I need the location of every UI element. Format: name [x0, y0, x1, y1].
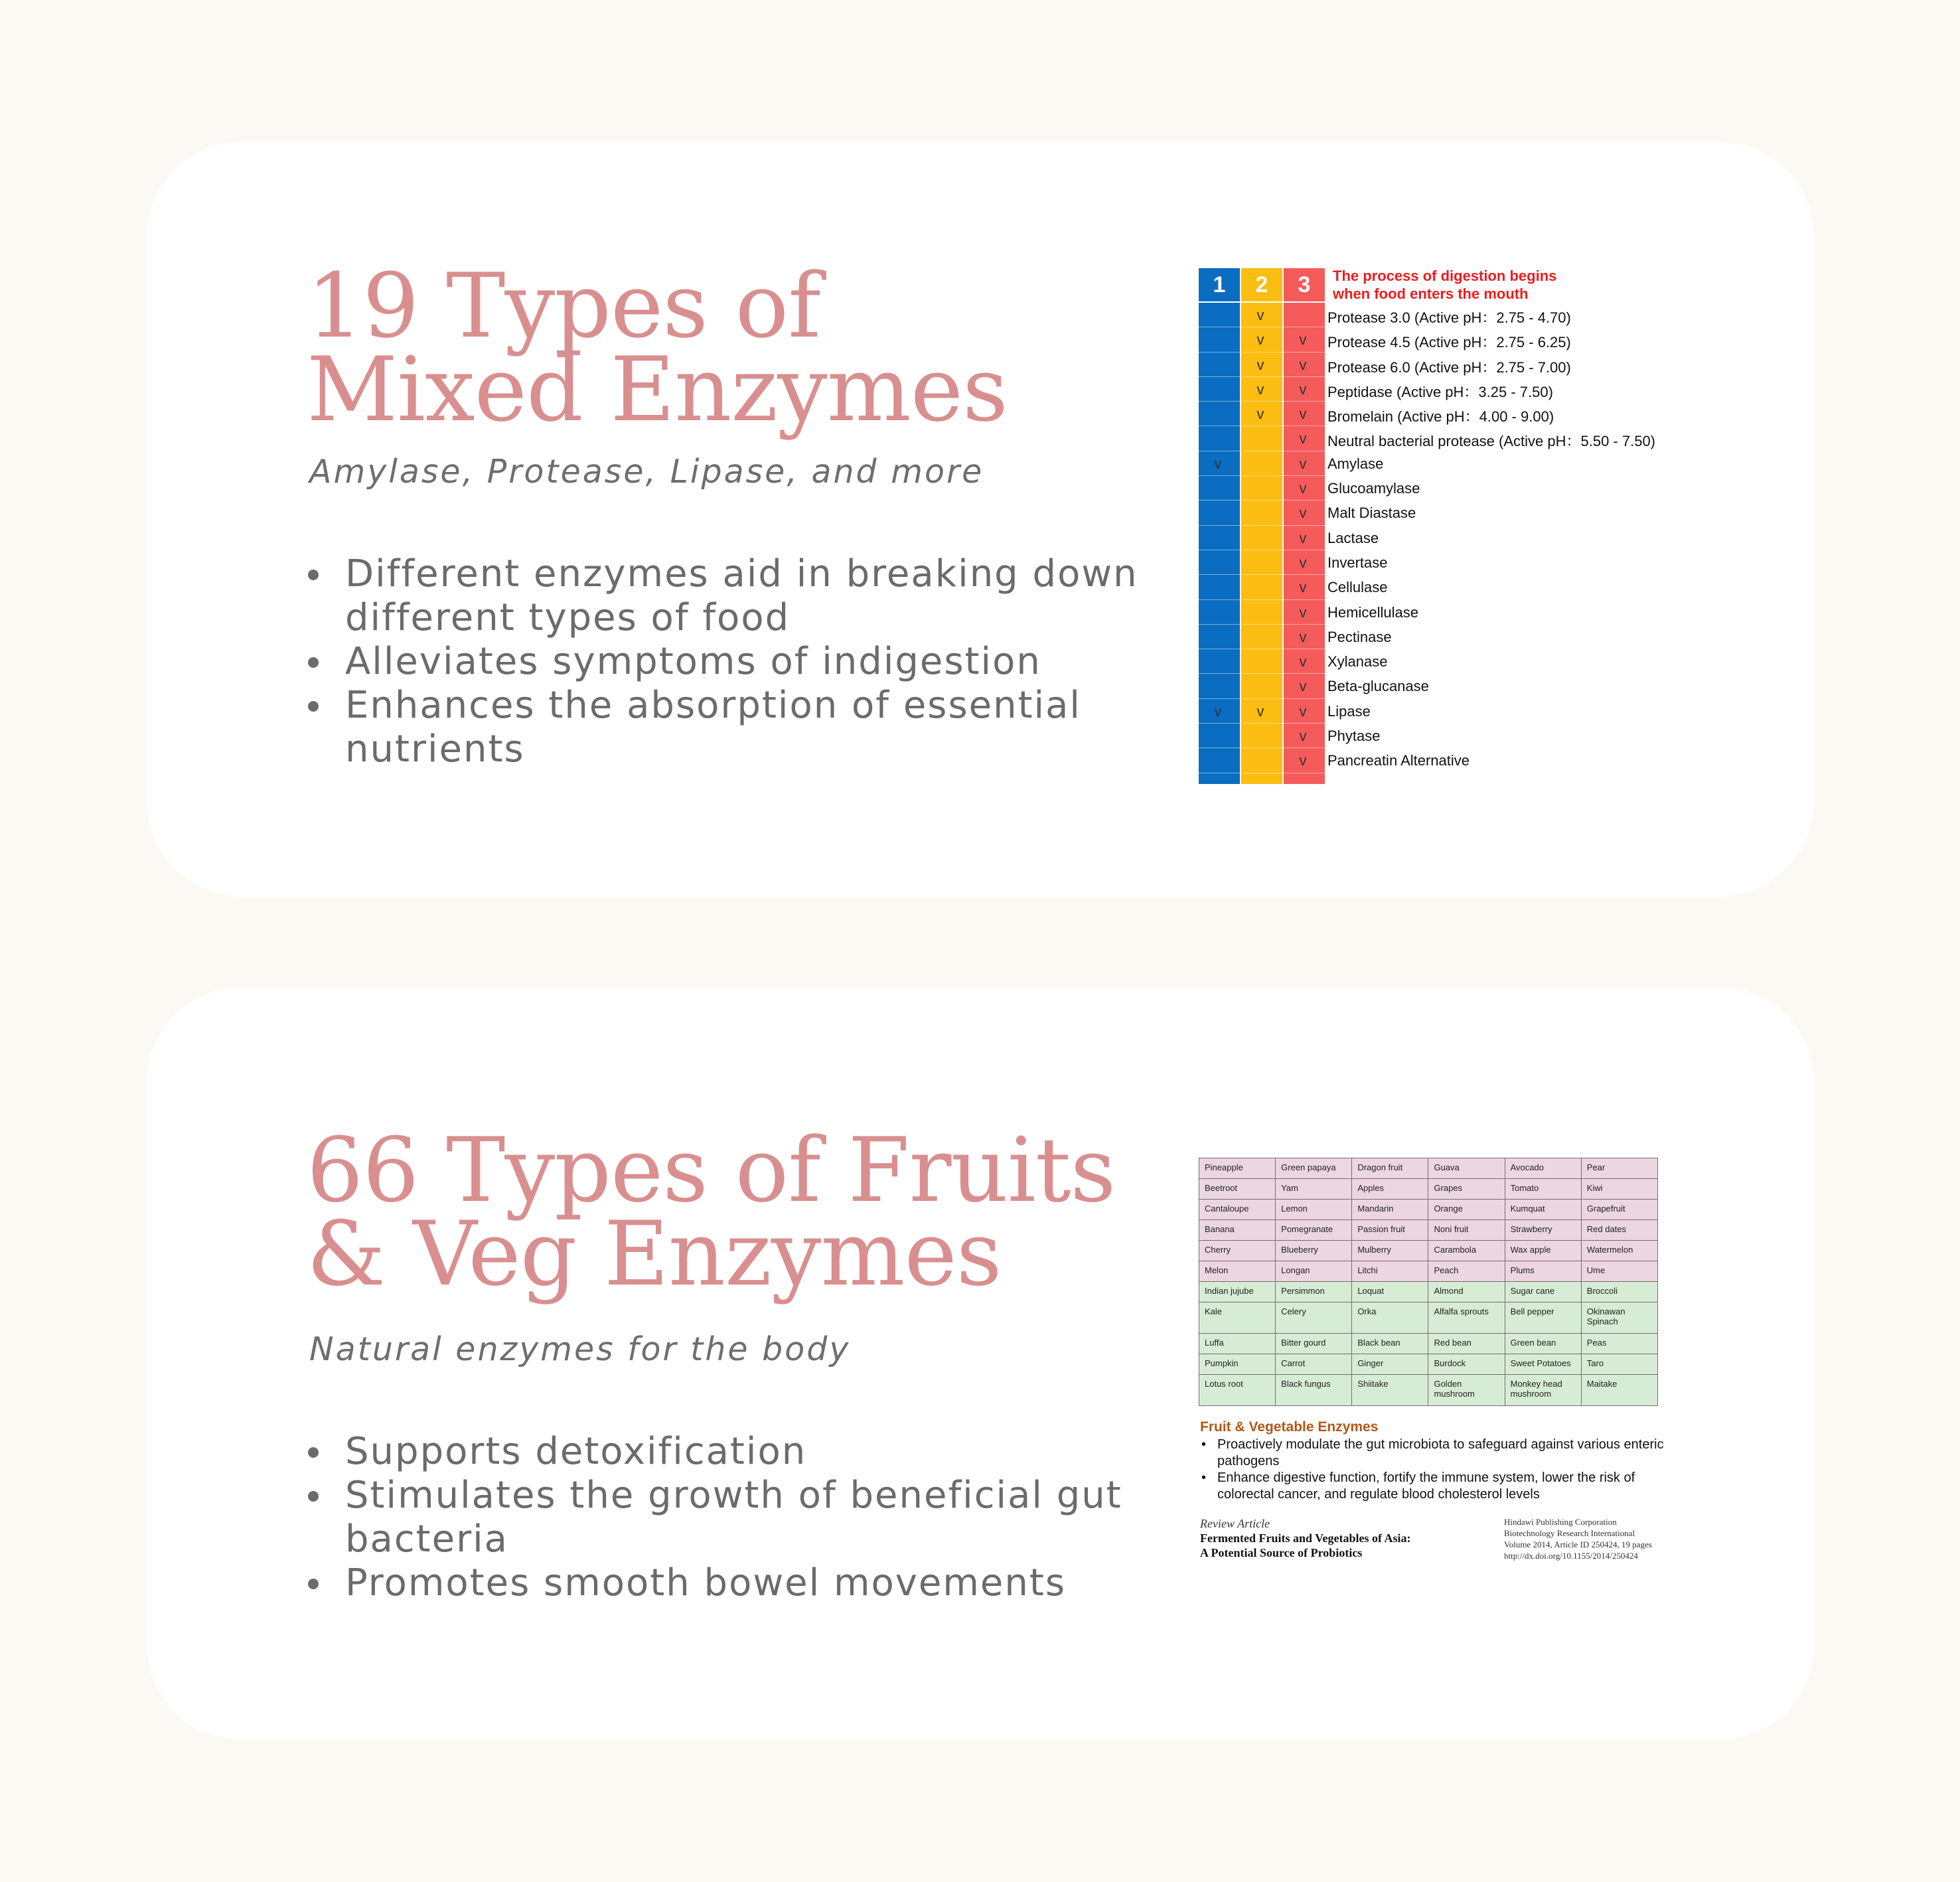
table-cell: Noni fruit — [1428, 1220, 1505, 1241]
table-cell: Pumpkin — [1199, 1354, 1276, 1375]
table-cell: Pineapple — [1199, 1158, 1276, 1179]
table-cell: Carrot — [1276, 1354, 1352, 1375]
enzyme-name: Lipase — [1327, 702, 1371, 720]
table-cell: Grapes — [1428, 1179, 1505, 1200]
table-cell: Bell pepper — [1505, 1302, 1581, 1334]
enzyme-name: Hemicellulase — [1327, 603, 1418, 621]
enzyme-row — [1197, 377, 1702, 402]
table-row — [1199, 1354, 1658, 1375]
enzyme-stage-chart — [1197, 268, 1702, 773]
enzymes-benefit-item: Enhances the absorption of essential nutrients — [296, 684, 1239, 771]
check-mark-icon: v — [1214, 455, 1222, 472]
enzyme-name: Invertase — [1327, 554, 1388, 571]
enzyme-name: Protease 3.0 (Active pH：2.75 - 4.70) — [1327, 309, 1571, 326]
table-cell: Loquat — [1352, 1282, 1428, 1302]
check-mark-icon: v — [1299, 628, 1307, 645]
check-mark-icon: v — [1299, 603, 1307, 621]
table-cell: Luffa — [1199, 1334, 1276, 1354]
table-row — [1199, 1334, 1658, 1354]
table-cell: Yam — [1276, 1179, 1352, 1200]
table-cell: Black bean — [1352, 1334, 1428, 1354]
enzyme-name: Amylase — [1327, 455, 1384, 472]
enzyme-row — [1197, 426, 1702, 451]
table-cell: Lemon — [1276, 1200, 1352, 1220]
enzyme-name: Phytase — [1327, 728, 1381, 745]
review-article-citation: Review Article Fermented Fruits and Vegetables of Asia: A Potential Source of Probiotics — [1200, 1517, 1411, 1559]
check-mark-icon: v — [1256, 702, 1264, 720]
table-cell: Persimmon — [1276, 1282, 1352, 1302]
stage-1-header: 1 — [1197, 268, 1240, 301]
enzyme-name: Glucoamylase — [1327, 480, 1420, 497]
table-cell: Grapefruit — [1581, 1200, 1657, 1220]
table-cell: Longan — [1276, 1261, 1352, 1282]
enzymes-subtitle: Amylase, Protease, Lipase, and more — [309, 453, 984, 491]
check-mark-icon: v — [1299, 331, 1307, 349]
table-cell: Red dates — [1581, 1220, 1657, 1241]
enzyme-name: Beta-glucanase — [1327, 678, 1429, 695]
table-row — [1199, 1302, 1658, 1334]
enzyme-row — [1197, 575, 1702, 599]
table-cell: Black fungus — [1276, 1375, 1352, 1406]
table-cell: Okinawan Spinach — [1581, 1302, 1657, 1334]
enzyme-row — [1197, 748, 1702, 773]
table-cell: Red bean — [1428, 1334, 1505, 1354]
check-mark-icon: v — [1299, 752, 1307, 769]
check-mark-icon: v — [1299, 430, 1307, 447]
enzyme-name: Peptidase (Active pH：3.25 - 7.50) — [1327, 383, 1553, 400]
table-cell: Kiwi — [1581, 1179, 1657, 1200]
enzymes-benefit-list — [296, 552, 1239, 771]
table-cell: Green papaya — [1276, 1158, 1352, 1179]
table-cell: Watermelon — [1581, 1241, 1657, 1261]
enzyme-name: Malt Diastase — [1327, 505, 1416, 522]
table-cell: Carambola — [1428, 1241, 1505, 1261]
table-row — [1199, 1158, 1658, 1179]
enzyme-name: Xylanase — [1327, 653, 1388, 670]
check-mark-icon: v — [1299, 380, 1307, 398]
check-mark-icon: v — [1214, 702, 1222, 720]
check-mark-icon: v — [1299, 356, 1307, 373]
enzyme-row — [1197, 303, 1702, 327]
table-row — [1199, 1261, 1658, 1282]
fruit-veg-enzymes-item: • Proactively modulate the gut microbiota to safeguard against various enteric pathogens — [1200, 1437, 1665, 1470]
table-cell: Kale — [1199, 1302, 1276, 1334]
check-mark-icon: v — [1299, 653, 1307, 670]
enzyme-name: Neutral bacterial protease (Active pH：5.50 - 7.50) — [1327, 433, 1656, 450]
check-mark-icon: v — [1299, 554, 1307, 571]
check-mark-icon: v — [1299, 480, 1307, 497]
table-row — [1199, 1282, 1658, 1302]
check-mark-icon: v — [1256, 331, 1264, 349]
table-cell: Mulberry — [1352, 1241, 1428, 1261]
table-cell: Beetroot — [1199, 1179, 1276, 1200]
table-cell: Melon — [1199, 1261, 1276, 1282]
enzyme-row — [1197, 402, 1702, 426]
table-cell: Guava — [1428, 1158, 1505, 1179]
enzyme-row — [1197, 451, 1702, 476]
table-cell: Wax apple — [1505, 1241, 1581, 1261]
table-cell: Indian jujube — [1199, 1282, 1276, 1302]
enzyme-row — [1197, 674, 1702, 698]
check-mark-icon: v — [1256, 406, 1264, 423]
table-cell: Avocado — [1505, 1158, 1581, 1179]
enzyme-name: Pancreatin Alternative — [1327, 752, 1470, 769]
table-row — [1199, 1179, 1658, 1200]
enzyme-name: Lactase — [1327, 529, 1379, 546]
fruit-veg-benefit-item: Promotes smooth bowel movements — [296, 1561, 1239, 1605]
enzymes-benefit-item: Alleviates symptoms of indigestion — [296, 640, 1239, 684]
table-cell: Sugar cane — [1505, 1282, 1581, 1302]
table-cell: Pear — [1581, 1158, 1657, 1179]
enzyme-name: Cellulase — [1327, 579, 1388, 596]
table-cell: Cantaloupe — [1199, 1200, 1276, 1220]
enzyme-row — [1197, 699, 1702, 724]
table-row — [1199, 1220, 1658, 1241]
table-cell: Plums — [1505, 1261, 1581, 1282]
fruit-veg-enzymes-heading: Fruit & Vegetable Enzymes — [1200, 1419, 1379, 1435]
enzyme-row — [1197, 327, 1702, 352]
table-cell: Strawberry — [1505, 1220, 1581, 1241]
table-cell: Ume — [1581, 1261, 1657, 1282]
table-cell: Monkey head mushroom — [1505, 1375, 1581, 1406]
fruit-veg-subtitle: Natural enzymes for the body — [309, 1330, 851, 1368]
table-row — [1199, 1375, 1658, 1406]
check-mark-icon: v — [1256, 356, 1264, 373]
table-cell: Kumquat — [1505, 1200, 1581, 1220]
check-mark-icon: v — [1299, 529, 1307, 546]
table-cell: Ginger — [1352, 1354, 1428, 1375]
enzyme-row — [1197, 476, 1702, 501]
enzyme-name: Pectinase — [1327, 628, 1392, 645]
digestion-heading: The process of digestion begins when food enters the mouth — [1333, 268, 1557, 302]
enzymes-benefit-item: Different enzymes aid in breaking down different types of food — [296, 552, 1239, 640]
enzyme-row — [1197, 724, 1702, 748]
enzymes-title: 19 Types of Mixed Enzymes — [307, 254, 1008, 441]
check-mark-icon: v — [1256, 307, 1264, 323]
fruit-veg-card — [147, 988, 1813, 1739]
fruit-veg-table — [1199, 1158, 1658, 1406]
enzyme-row — [1197, 550, 1702, 575]
table-cell: Shiitake — [1352, 1375, 1428, 1406]
stage-2-header: 2 — [1240, 268, 1282, 301]
table-cell: Orange — [1428, 1200, 1505, 1220]
table-cell: Peas — [1581, 1334, 1657, 1354]
check-mark-icon: v — [1299, 702, 1307, 720]
fruit-veg-enzymes-item: • Enhance digestive function, fortify the immune system, lower the risk of colorectal cancer, and regulate blood cholesterol levels — [1200, 1470, 1665, 1503]
table-cell: Blueberry — [1276, 1241, 1352, 1261]
table-cell: Broccoli — [1581, 1282, 1657, 1302]
check-mark-icon: v — [1299, 728, 1307, 745]
table-cell: Mandarin — [1352, 1200, 1428, 1220]
fruit-veg-benefit-item: Supports detoxification — [296, 1430, 1239, 1474]
table-row — [1199, 1200, 1658, 1220]
table-cell: Banana — [1199, 1220, 1276, 1241]
table-cell: Lotus root — [1199, 1375, 1276, 1406]
table-cell: Tomato — [1505, 1179, 1581, 1200]
enzyme-row — [1197, 501, 1702, 525]
table-cell: Burdock — [1428, 1354, 1505, 1375]
table-cell: Litchi — [1352, 1261, 1428, 1282]
table-cell: Cherry — [1199, 1241, 1276, 1261]
publisher-info: Hindawi Publishing Corporation Biotechnology Research International Volume 2014, Article ID 250424, 19 pages http://dx.doi.org/10.1155/2014/250424 — [1504, 1517, 1652, 1561]
enzyme-name: Bromelain (Active pH：4.00 - 9.00) — [1327, 408, 1554, 426]
fruit-veg-benefit-item: Stimulates the growth of beneficial gut bacteria — [296, 1474, 1239, 1561]
table-cell: Sweet Potatoes — [1505, 1354, 1581, 1375]
enzyme-row — [1197, 353, 1702, 377]
check-mark-icon: v — [1256, 380, 1264, 398]
table-cell: Green bean — [1505, 1334, 1581, 1354]
table-cell: Peach — [1428, 1261, 1505, 1282]
fruit-veg-benefit-list — [296, 1430, 1239, 1605]
fruit-veg-enzymes-list — [1200, 1437, 1665, 1503]
enzyme-name: Protease 6.0 (Active pH：2.75 - 7.00) — [1327, 358, 1571, 376]
check-mark-icon: v — [1299, 678, 1307, 695]
table-cell: Golden mushroom — [1428, 1375, 1505, 1406]
enzyme-row — [1197, 625, 1702, 649]
check-mark-icon: v — [1299, 406, 1307, 423]
table-cell: Pomegranate — [1276, 1220, 1352, 1241]
enzyme-name: Protease 4.5 (Active pH：2.75 - 6.25) — [1327, 334, 1571, 351]
check-mark-icon: v — [1299, 455, 1307, 472]
stage-3-header: 3 — [1282, 268, 1325, 301]
table-cell: Bitter gourd — [1276, 1334, 1352, 1354]
enzyme-row-list — [1197, 303, 1702, 773]
table-cell: Maitake — [1581, 1375, 1657, 1406]
table-row — [1199, 1241, 1658, 1261]
table-cell: Orka — [1352, 1302, 1428, 1334]
table-cell: Alfalfa sprouts — [1428, 1302, 1505, 1334]
check-mark-icon: v — [1299, 505, 1307, 522]
enzyme-row — [1197, 600, 1702, 625]
fruit-veg-title: 66 Types of Fruits & Veg Enzymes — [307, 1119, 1116, 1306]
table-cell: Taro — [1581, 1354, 1657, 1375]
table-cell: Celery — [1276, 1302, 1352, 1334]
enzymes-card — [147, 142, 1813, 896]
check-mark-icon: v — [1299, 579, 1307, 596]
table-cell: Almond — [1428, 1282, 1505, 1302]
table-cell: Dragon fruit — [1352, 1158, 1428, 1179]
table-cell: Passion fruit — [1352, 1220, 1428, 1241]
table-cell: Apples — [1352, 1179, 1428, 1200]
enzyme-row — [1197, 649, 1702, 674]
enzyme-row — [1197, 526, 1702, 550]
